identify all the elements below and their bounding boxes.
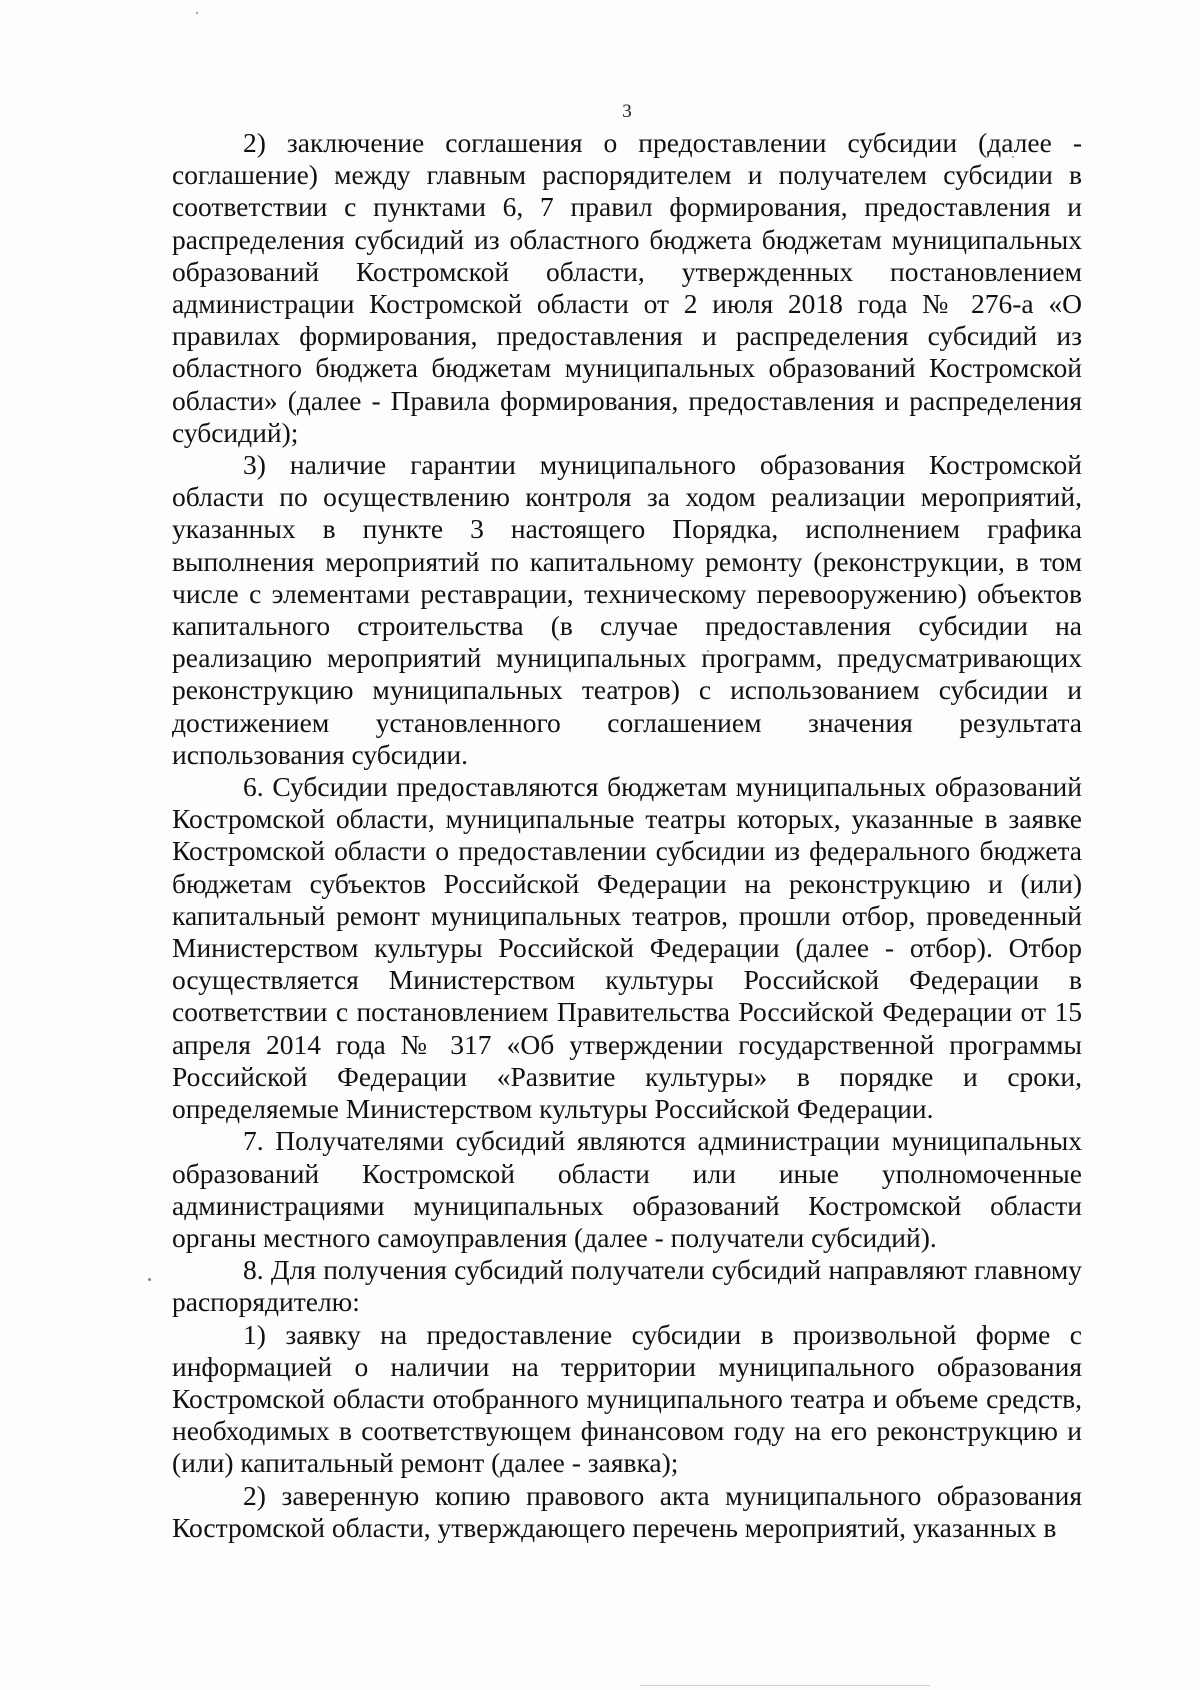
paragraph-item-6-subsidies: 6. Субсидии предоставляются бюджетам муниципальных образований Костромской области, муниципальные театры которых, указанные в заявке Костромской области о предоставлении субсидии из федерального бюджета бюджетам субъектов Российской Федерации на реконструкцию и (или) капитальный ремонт муниципальных театров, прошли отбор, проведенный Министерством культуры Российской Федерации (далее - отбор). Отбор осуществляется Министерством культуры Российской Федерации в соответствии с постановлением Правительства Российской Федерации от 15 апреля 2014 года № 317 «Об утверждении государственной программы Российской Федерации «Развитие культуры» в порядке и сроки, определяемые Министерством культуры Российской Федерации.	[172, 771, 1082, 1125]
paragraph-item-8-application: 8. Для получения субсидий получатели субсидий направляют главному распорядителю:	[172, 1254, 1082, 1318]
document-body	[172, 127, 1082, 1544]
page-number: 3	[622, 101, 632, 122]
paragraph-subitem-2-agreement: 2) заключение соглашения о предоставлении субсидии (далее - соглашение) между главным распорядителем и получателем субсидии в соответствии с пунктами 6, 7 правил формирования, предоставления и распределения субсидий из областного бюджета бюджетам муниципальных образований Костромской области, утвержденных постановлением администрации Костромской области от 2 июля 2018 года № 276-а «О правилах формирования, предоставления и распределения субсидий из областного бюджета бюджетам муниципальных образований Костромской области» (далее - Правила формирования, предоставления и распределения субсидий);	[172, 127, 1082, 448]
paragraph-subitem-1-request: 1) заявку на предоставление субсидии в произвольной форме с информацией о наличии на территории муниципального образования Костромской области отобранного муниципального театра и объеме средств, необходимых в соответствующем финансовом году на его реконструкцию и (или) капитальный ремонт (далее - заявка);	[172, 1318, 1082, 1479]
paragraph-item-7-recipients: 7. Получателями субсидий являются администрации муниципальных образований Костромской области или иные уполномоченные администрациями муниципальных образований Костромской области органы местного самоуправления (далее - получатели субсидий).	[172, 1125, 1082, 1253]
paragraph-subitem-3-guarantee: 3) наличие гарантии муниципального образования Костромской области по осуществлению контроля за ходом реализации мероприятий, указанных в пункте 3 настоящего Порядка, исполнением графика выполнения мероприятий по капитальному ремонту (реконструкции, в том числе с элементами реставрации, техническому перевооружению) объектов капитального строительства (в случае предоставления субсидии на реализацию мероприятий муниципальных программ, предусматривающих реконструкцию муниципальных театров) с использованием субсидии и достижением установленного соглашением значения результата использования субсидии.	[172, 449, 1082, 770]
scan-speck	[148, 1278, 151, 1281]
paragraph-subitem-2-legal-act: 2) заверенную копию правового акта муниципального образования Костромской области, утверждающего перечень мероприятий, указанных в	[172, 1479, 1082, 1543]
scan-edge-mark	[640, 1685, 930, 1686]
scan-speck	[196, 12, 198, 14]
